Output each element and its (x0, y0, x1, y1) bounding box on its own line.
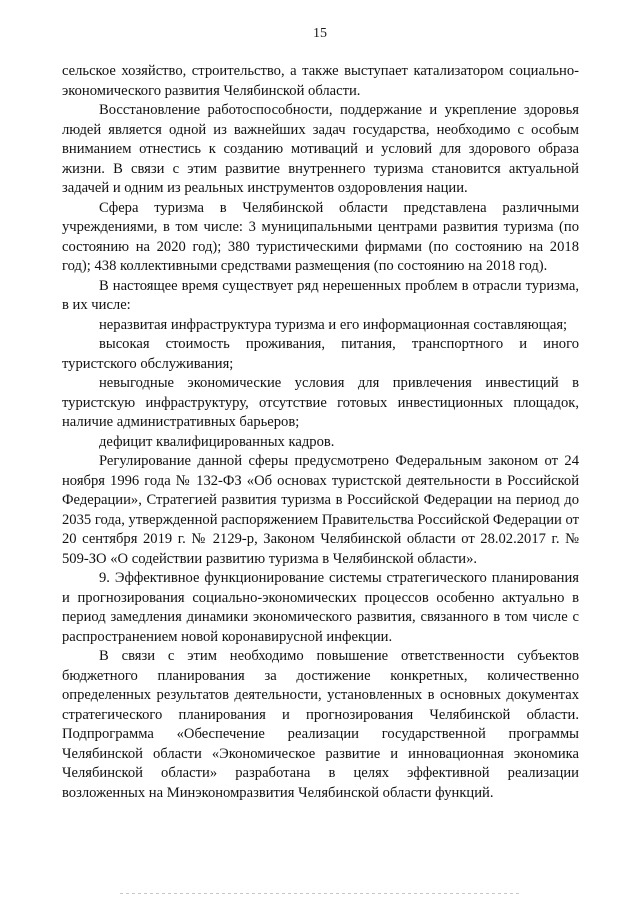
page-number: 15 (313, 26, 327, 41)
list-item: невыгодные экономические условия для привлечения инвестиций в туристскую инфраструктуру, отсутствие готовых инвестиционных площадок, наличие административных барьеров; (62, 375, 579, 430)
paragraph: В настоящее время существует ряд нерешенных проблем в отрасли туризма, в их числе: (62, 277, 579, 313)
document-body (62, 62, 579, 803)
scan-edge-line (120, 893, 520, 894)
list-item: высокая стоимость проживания, питания, транспортного и иного туристского обслуживания; (62, 336, 579, 372)
paragraph: В связи с этим необходимо повышение ответственности субъектов бюджетного планирования за достижение конкретных, количественно определенных результатов деятельности, установленных в основных документах стратегического планирования и прогнозирования Челябинской области. Подпрограмма «Обеспечение реализации государственной программы Челябинской области «Экономическое развитие и инновационная экономика Челябинской области» разработана в целях эффективной реализации возложенных на Минэкономразвития Челябинской области функций. (62, 648, 579, 801)
paragraph: сельское хозяйство, строительство, а также выступает катализатором социально-экономического развития Челябинской области. (62, 63, 579, 99)
list-item: неразвитая инфраструктура туризма и его информационная составляющая; (99, 316, 568, 333)
paragraph: Регулирование данной сферы предусмотрено Федеральным законом от 24 ноября 1996 года № 132-ФЗ «Об основах туристской деятельности в Российской Федерации», Стратегией развития туризма в Российской Федерации на период до 2035 года, утвержденной распоряжением Правительства Российской Федерации от 20 сентября 2019 г. № 2129-р, Законом Челябинской области от 28.02.2017 г. № 509-ЗО «О содействии развитию туризма в Челябинской области». (62, 453, 579, 567)
numbered-paragraph: 9. Эффективное функционирование системы стратегического планирования и прогнозирования социально-экономических процессов особенно актуально в период замедления динамики экономического развития, связанного в том числе с распространением новой коронавирусной инфекции. (62, 570, 579, 645)
list-item: дефицит квалифицированных кадров. (99, 433, 335, 450)
paragraph: Сфера туризма в Челябинской области представлена различными учреждениями, в том числе: 3 муниципальными центрами развития туризма (по состоянию на 2020 год); 380 туристическими фирмами (по состоянию на 2018 год); 438 коллективными средствами размещения (по состоянию на 2018 год). (62, 199, 579, 274)
paragraph: Восстановление работоспособности, поддержание и укрепление здоровья людей является одной из важнейших задач государства, необходимо с особым вниманием отнестись к созданию мотиваций и условий для здорового образа жизни. В связи с этим развитие внутреннего туризма становится актуальной задачей и одним из реальных инструментов оздоровления нации. (62, 102, 579, 196)
